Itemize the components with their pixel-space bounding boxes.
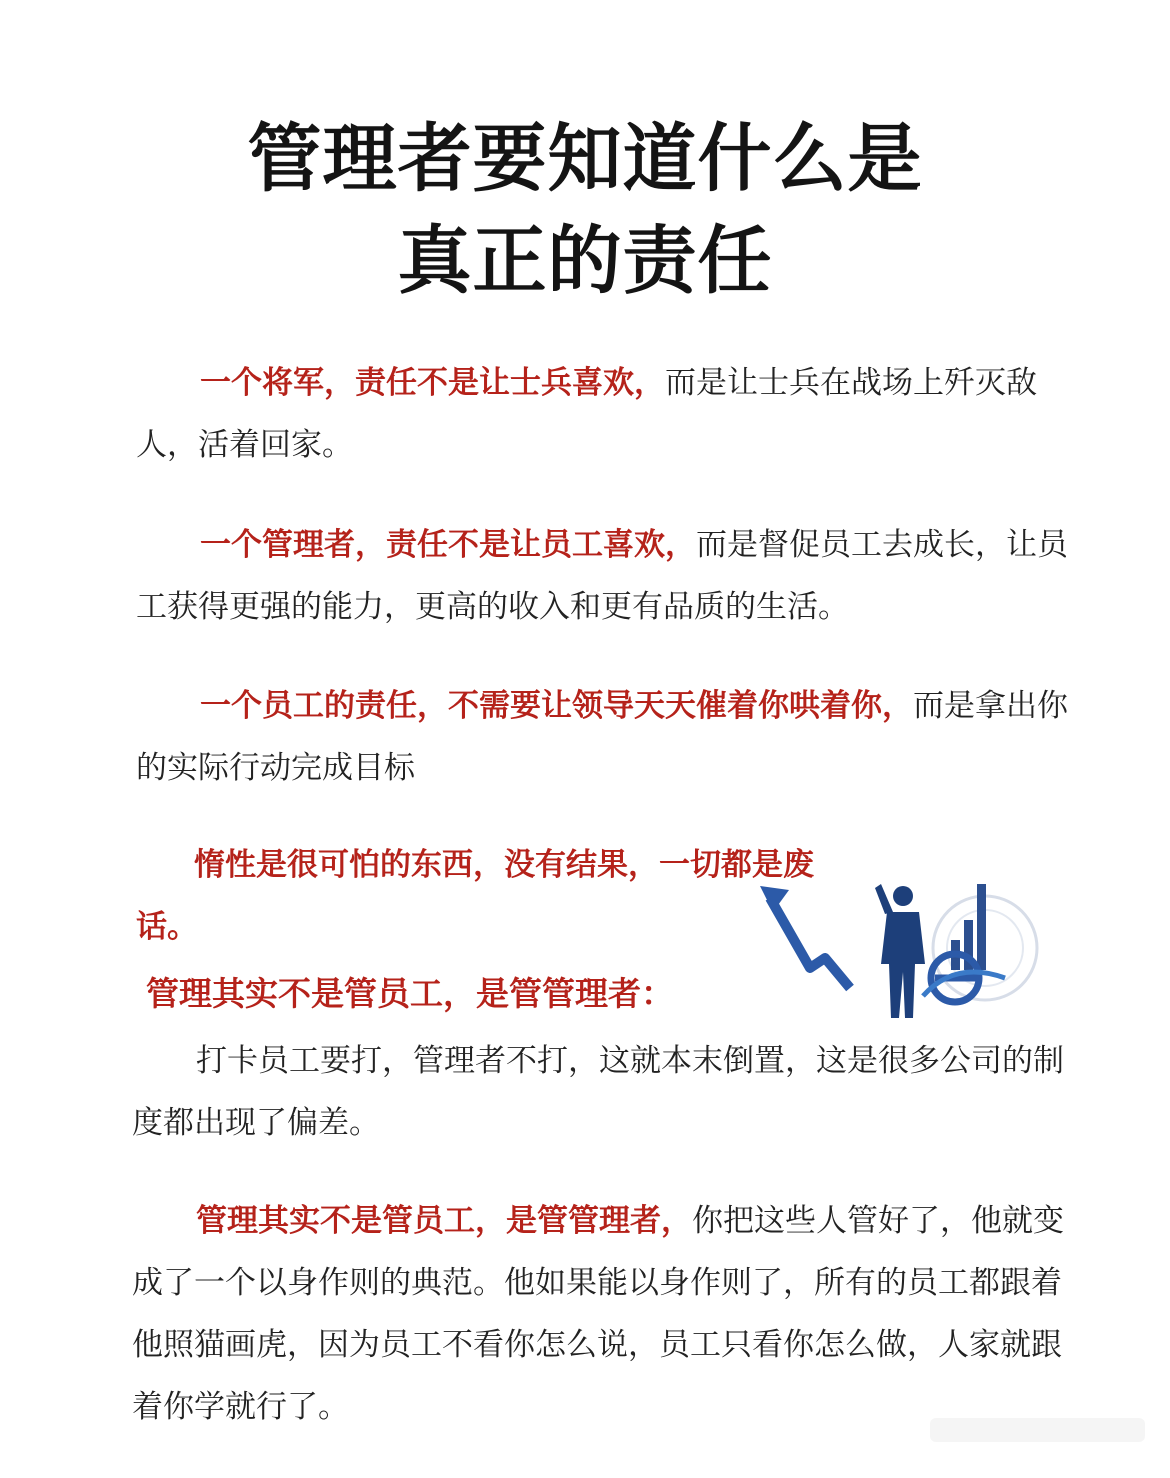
paragraph-manager bbox=[136, 514, 1071, 638]
bar-chart-bar bbox=[977, 884, 986, 970]
paragraph-text: 打卡员工要打，管理者不打，这就本末倒置，这是很多公司的制度都出现了偏差。 bbox=[132, 1043, 1064, 1141]
page-title-line-1: 管理者要知道什么是 bbox=[247, 116, 923, 202]
section-heading: 管理其实不是管员工，是管管理者： bbox=[146, 974, 674, 1013]
rising-arrow-icon bbox=[770, 898, 850, 988]
paragraph-clock-in bbox=[132, 1030, 1070, 1154]
paragraph-text: 而是拿出你的实际行动完成目标 bbox=[136, 688, 1068, 786]
paragraph-text: 你把这些人管好了，他就变成了一个以身作则的典范。他如果能以身作则了，所有的员工都跟着他照猫画虎，因为员工不看你怎么说，员工只看你怎么做，人家就跟着你学就行了。 bbox=[132, 1203, 1064, 1425]
paragraph-highlight: 惰性是很可怕的东西，没有结果，一切都是废话。 bbox=[136, 847, 814, 945]
paragraph-text: 而是督促员工去成长，让员工获得更强的能力，更高的收入和更有品质的生活。 bbox=[136, 527, 1068, 625]
paragraph-laziness bbox=[136, 834, 836, 958]
paragraph-highlight: 管理其实不是管员工，是管管理者， bbox=[196, 1203, 692, 1239]
paragraph-manage-managers bbox=[132, 1190, 1070, 1438]
arrow-head-icon bbox=[760, 886, 789, 912]
businessman-growth-illustration bbox=[755, 868, 1055, 1028]
paragraph-highlight: 一个员工的责任，不需要让领导天天催着你哄着你， bbox=[200, 688, 913, 724]
paragraph-employee bbox=[136, 675, 1071, 799]
paragraph-general bbox=[136, 352, 1071, 476]
page-title-line-2: 真正的责任 bbox=[397, 218, 773, 304]
watermark-logo bbox=[930, 1414, 1145, 1446]
paragraph-text: 而是让士兵在战场上歼灭敌人，活着回家。 bbox=[136, 365, 1037, 463]
businessman-icon bbox=[875, 884, 925, 1018]
paragraph-highlight: 一个将军，责任不是让士兵喜欢， bbox=[200, 365, 665, 401]
paragraph-highlight: 一个管理者，责任不是让员工喜欢， bbox=[200, 527, 696, 563]
